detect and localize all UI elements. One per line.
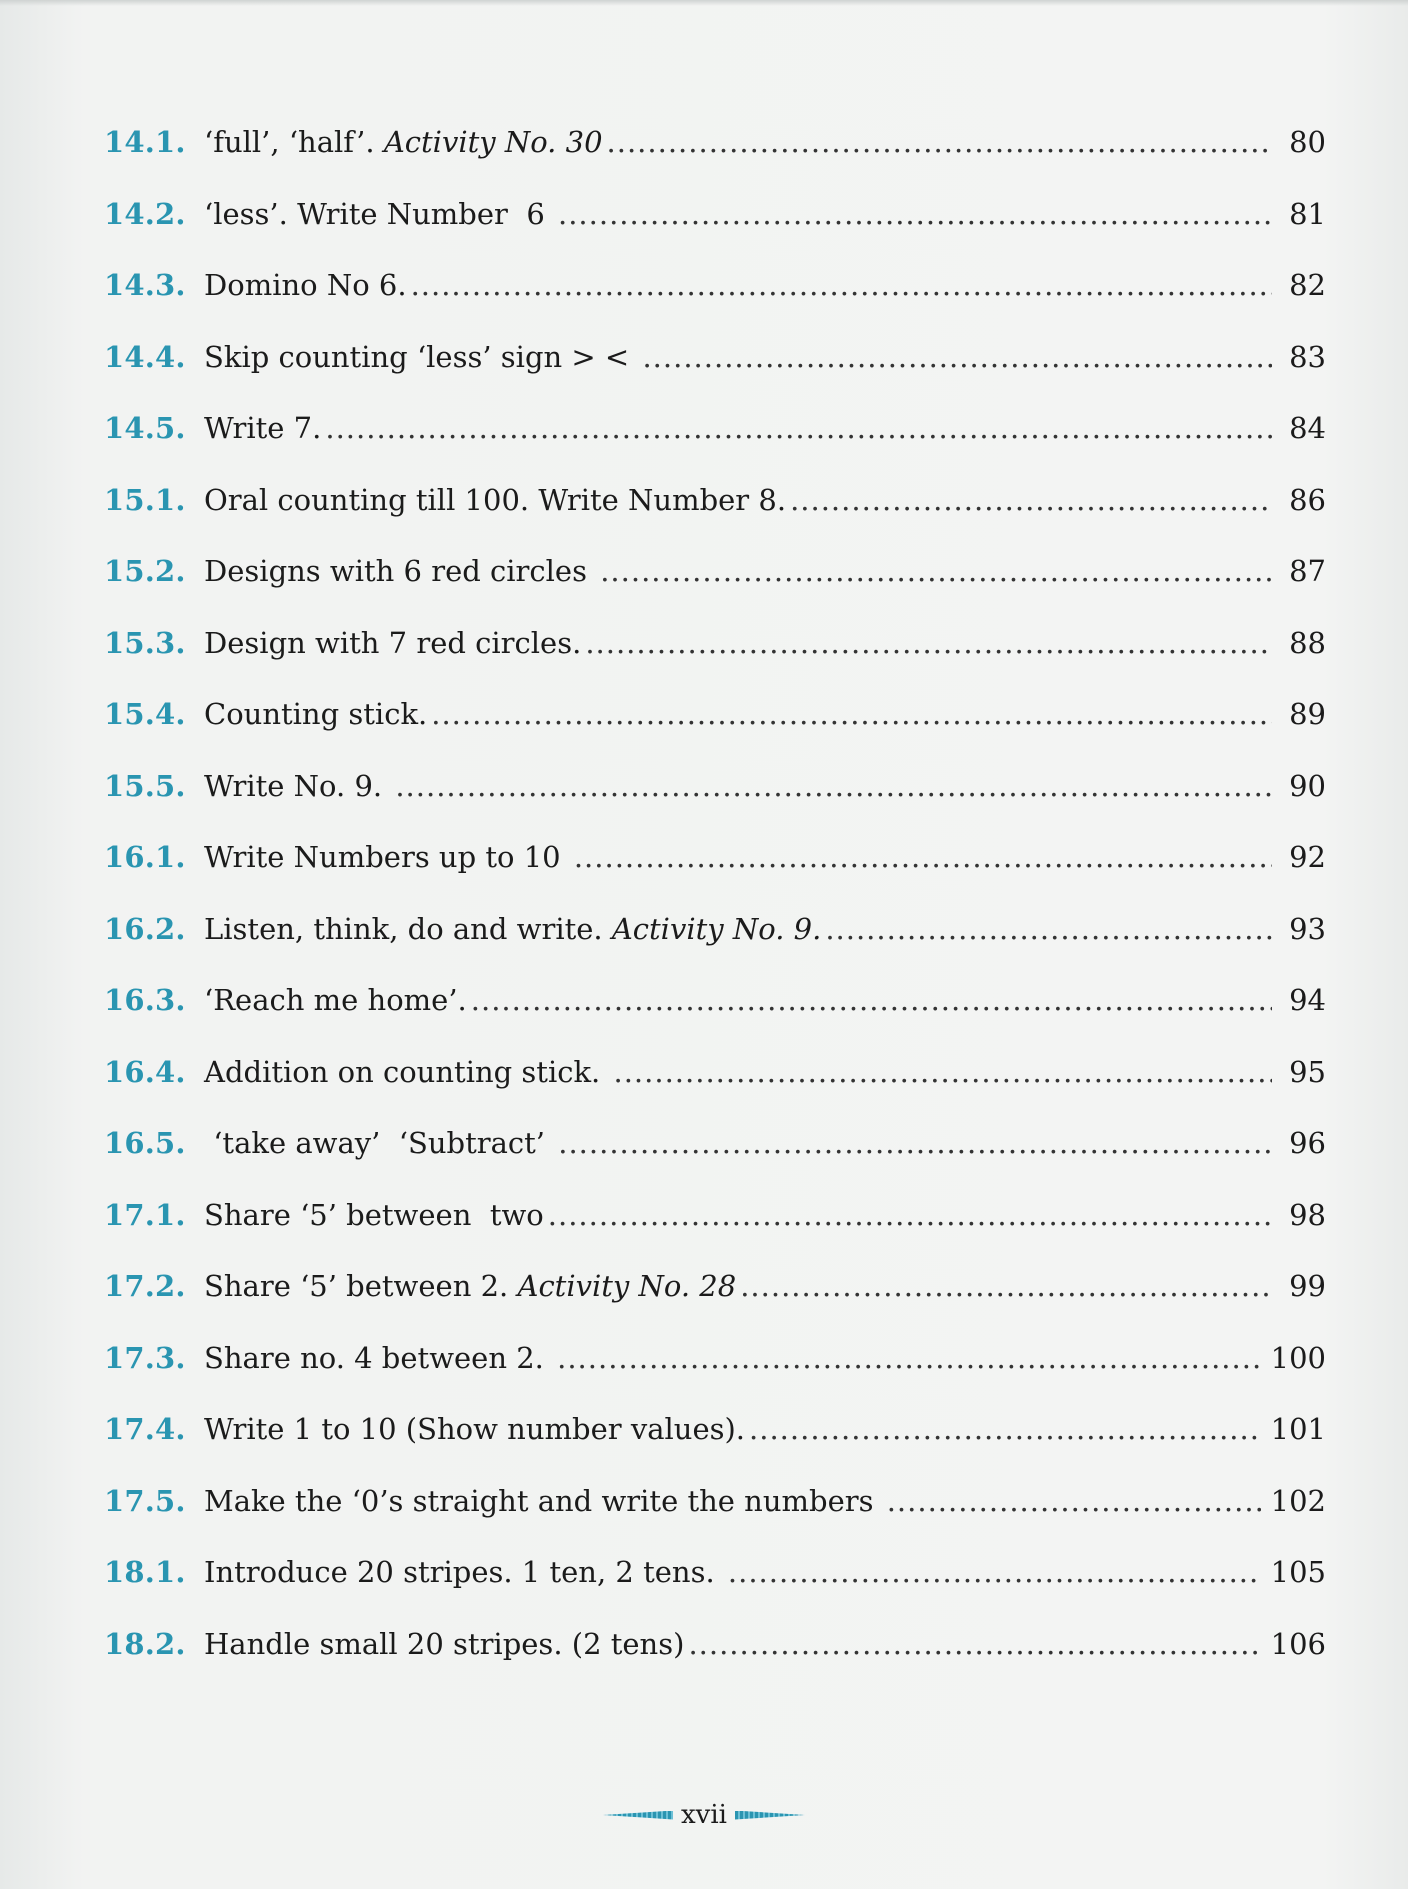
toc-entry [104, 1484, 1326, 1556]
toc-title-text: Introduce 20 stripes. 1 ten, 2 tens. [204, 1555, 724, 1589]
toc-entry [104, 1412, 1326, 1484]
toc-leader-dots [728, 1555, 1261, 1589]
toc-entry [104, 626, 1326, 698]
toc-section-number: 14.5. [104, 411, 186, 445]
toc-title [204, 626, 585, 660]
page-footer [0, 1800, 1408, 1830]
toc-leader-dots [325, 411, 1272, 445]
toc-title-text: Designs with 6 red circles [204, 554, 597, 588]
toc-entry [104, 411, 1326, 483]
toc-title [204, 1341, 557, 1375]
toc-title [204, 1484, 887, 1518]
toc-section-number: 18.2. [104, 1626, 186, 1661]
toc-leader-dots [411, 268, 1272, 302]
toc-title [204, 769, 395, 803]
toc-entry [104, 554, 1326, 626]
toc-title [204, 912, 825, 946]
toc-section-number: 15.5. [104, 768, 186, 803]
page-number: xvii [681, 1800, 727, 1830]
toc-leader-dots [600, 554, 1272, 588]
table-of-contents [104, 125, 1326, 1698]
toc-page-number: 100 [1270, 1340, 1326, 1375]
footer-right-ornament [735, 1811, 805, 1820]
toc-page-number: 86 [1289, 482, 1326, 517]
toc-entry [104, 1555, 1326, 1627]
toc-entry [104, 983, 1326, 1055]
toc-page-number: 88 [1289, 625, 1326, 660]
toc-leader-dots [607, 125, 1272, 159]
toc-leader-dots [558, 197, 1272, 231]
toc-title-text: ‘less’. Write Number 6 [204, 196, 554, 231]
toc-page-number: 93 [1289, 911, 1326, 946]
toc-title-text: Share ‘5’ between two [204, 1197, 544, 1232]
toc-title-italic: Activity No. 30 [383, 125, 603, 159]
toc-title-text: Domino No 6. [204, 268, 407, 302]
toc-leader-dots [825, 912, 1272, 946]
toc-entry [104, 1341, 1326, 1413]
toc-title [204, 1269, 740, 1303]
toc-title-text: ‘full’, ‘half’. [204, 125, 384, 159]
toc-title [204, 1126, 558, 1160]
toc-title [204, 268, 411, 302]
toc-title-text: Write No. 9. [204, 768, 392, 803]
toc-title-text: Addition on counting stick. [204, 1054, 610, 1089]
toc-section-number: 17.5. [104, 1483, 186, 1518]
toc-section-number: 17.4. [104, 1412, 186, 1446]
toc-section-number: 16.3. [104, 983, 186, 1017]
toc-entry [104, 1627, 1326, 1699]
toc-title-text: Handle small 20 stripes. (2 tens) [204, 1626, 685, 1661]
toc-title [204, 840, 574, 874]
toc-page-number: 81 [1289, 196, 1326, 231]
toc-entry [104, 340, 1326, 412]
toc-leader-dots [642, 340, 1272, 374]
toc-entry [104, 268, 1326, 340]
toc-page-number: 94 [1289, 983, 1326, 1017]
toc-section-number: 14.4. [104, 339, 186, 374]
page-top-edge [0, 0, 1408, 6]
toc-page-number: 89 [1289, 697, 1326, 731]
toc-page-number: 83 [1289, 339, 1326, 374]
toc-section-number: 15.1. [104, 482, 186, 517]
toc-page-number: 82 [1289, 268, 1326, 302]
toc-page-number: 102 [1270, 1483, 1326, 1518]
toc-page-number: 92 [1289, 840, 1326, 874]
toc-section-number: 15.3. [104, 625, 186, 660]
toc-leader-dots [471, 983, 1272, 1017]
toc-leader-dots [887, 1484, 1261, 1518]
toc-page-number: 98 [1289, 1197, 1326, 1232]
toc-entry [104, 125, 1326, 197]
toc-section-number: 16.4. [104, 1054, 186, 1089]
toc-leader-dots [790, 483, 1272, 517]
toc-page-number: 95 [1289, 1054, 1326, 1089]
toc-page-number: 101 [1270, 1412, 1326, 1446]
toc-title-text: Share no. 4 between 2. [204, 1340, 554, 1375]
toc-leader-dots [614, 1055, 1273, 1089]
toc-title-text: Design with 7 red circles. [204, 625, 582, 660]
toc-title-text: Write 1 to 10 (Show number values). [204, 1412, 746, 1446]
toc-entry [104, 197, 1326, 269]
toc-entry [104, 769, 1326, 841]
toc-leader-dots [749, 1412, 1261, 1446]
toc-section-number: 14.3. [104, 268, 186, 302]
toc-section-number: 17.3. [104, 1340, 186, 1375]
toc-title-text: Skip counting ‘less’ sign > < [204, 339, 639, 374]
toc-title-text: Oral counting till 100. Write Number 8. [204, 482, 787, 517]
toc-title [204, 697, 431, 731]
toc-entry [104, 840, 1326, 912]
toc-title [204, 1055, 614, 1089]
toc-title [204, 411, 325, 445]
toc-leader-dots [558, 1126, 1272, 1160]
toc-section-number: 15.4. [104, 697, 186, 731]
toc-title [204, 483, 790, 517]
toc-section-number: 14.2. [104, 196, 186, 231]
toc-title-text: Make the ‘0’s straight and write the numbers [204, 1483, 883, 1518]
toc-leader-dots [548, 1198, 1272, 1232]
toc-title-italic: Activity No. 9. [611, 911, 822, 946]
toc-title [204, 1555, 728, 1589]
toc-leader-dots [688, 1627, 1260, 1661]
toc-entry [104, 1269, 1326, 1341]
toc-section-number: 17.1. [104, 1197, 186, 1232]
toc-section-number: 14.1. [104, 125, 186, 159]
toc-leader-dots [740, 1269, 1272, 1303]
toc-title [204, 197, 558, 231]
toc-title-text: ‘Reach me home’. [204, 983, 467, 1017]
toc-title [204, 1412, 749, 1446]
toc-section-number: 16.2. [104, 911, 186, 946]
toc-page-number: 90 [1289, 768, 1326, 803]
toc-title-text: Write 7. [204, 411, 322, 445]
toc-title [204, 983, 471, 1017]
toc-page-number: 80 [1289, 125, 1326, 159]
toc-title-text: ‘take away’ ‘Subtract’ [204, 1126, 555, 1160]
toc-title [204, 1198, 548, 1232]
toc-title-italic: Activity No. 28 [517, 1269, 737, 1303]
toc-section-number: 15.2. [104, 554, 186, 588]
toc-section-number: 16.1. [104, 840, 186, 874]
toc-title [204, 125, 607, 159]
toc-title [204, 340, 642, 374]
toc-page-number: 105 [1270, 1555, 1326, 1589]
toc-section-number: 16.5. [104, 1126, 186, 1160]
toc-title-text: Share ‘5’ between 2. [204, 1269, 518, 1303]
toc-leader-dots [557, 1341, 1261, 1375]
toc-leader-dots [395, 769, 1272, 803]
toc-title-text: Counting stick. [204, 697, 428, 731]
toc-page-number: 99 [1289, 1269, 1326, 1303]
toc-page-number: 87 [1289, 554, 1326, 588]
toc-title-text: Listen, think, do and write. [204, 911, 612, 946]
toc-page-number: 106 [1270, 1626, 1326, 1661]
toc-entry [104, 697, 1326, 769]
toc-entry [104, 1126, 1326, 1198]
toc-leader-dots [574, 840, 1272, 874]
toc-title [204, 554, 600, 588]
toc-entry [104, 1198, 1326, 1270]
toc-title-text: Write Numbers up to 10 [204, 840, 570, 874]
toc-section-number: 18.1. [104, 1555, 186, 1589]
toc-leader-dots [431, 697, 1272, 731]
toc-leader-dots [585, 626, 1272, 660]
toc-page-number: 84 [1289, 411, 1326, 445]
toc-title [204, 1627, 688, 1661]
toc-page-number: 96 [1289, 1126, 1326, 1160]
toc-entry [104, 483, 1326, 555]
toc-entry [104, 1055, 1326, 1127]
footer-left-ornament [603, 1811, 673, 1820]
toc-entry [104, 912, 1326, 984]
toc-section-number: 17.2. [104, 1269, 186, 1303]
